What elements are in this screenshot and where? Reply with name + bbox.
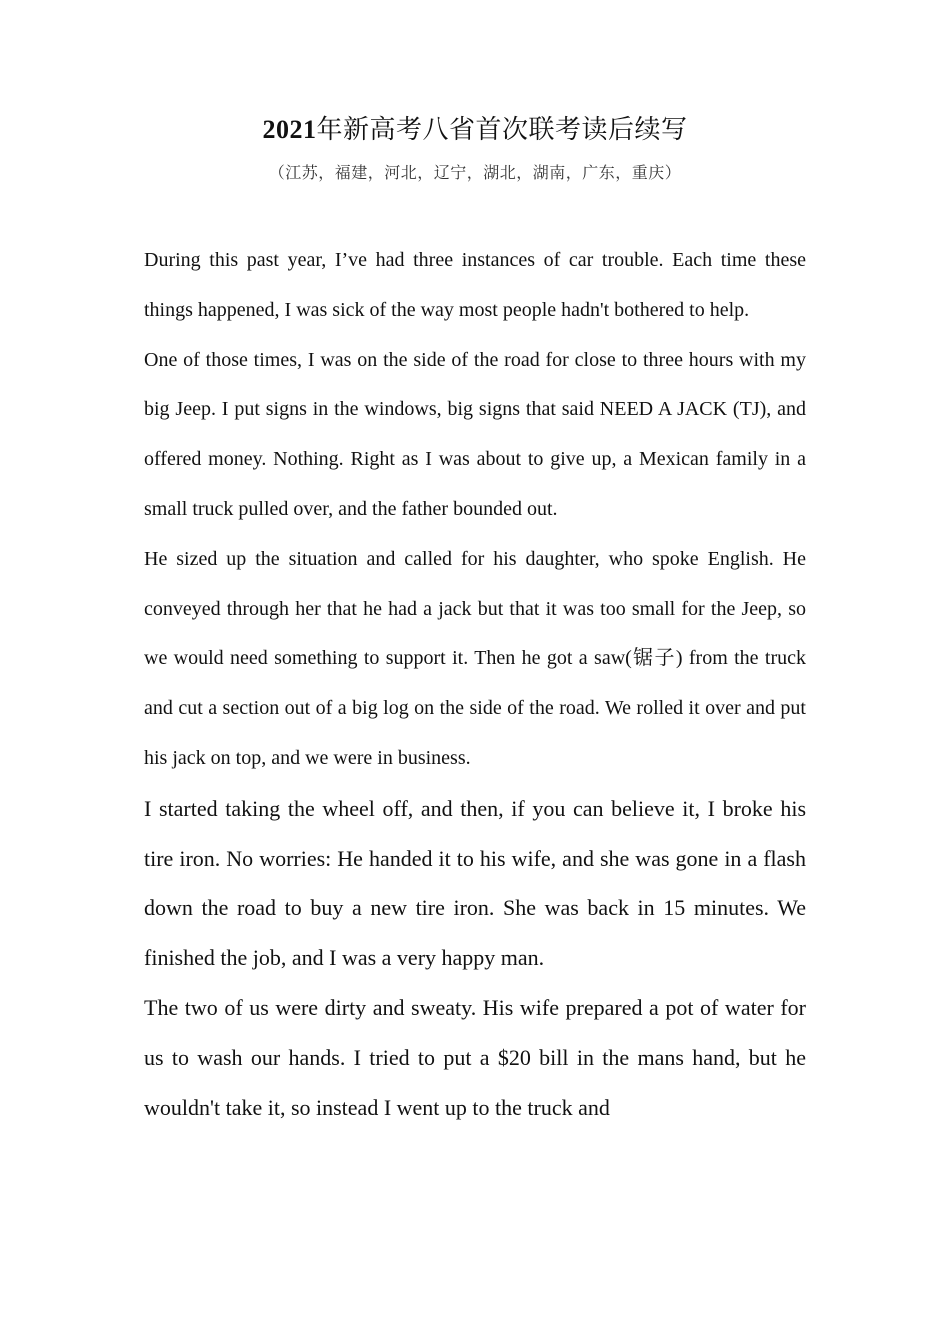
paragraph-1: During this past year, I’ve had three instances of car trouble. Each time these things happened, I was sick of the way most people hadn't bothered to help. <box>144 249 806 321</box>
story-body <box>144 236 806 1132</box>
paragraph-5: The two of us were dirty and sweaty. His wife prepared a pot of water for us to wash our hands. I tried to put a $20 bill in the mans hand, but he wouldn't take it, so instead I went up to the truck and <box>144 994 806 1120</box>
paragraph-2: One of those times, I was on the side of the road for close to three hours with my big Jeep. I put signs in the windows, big signs that said NEED A JACK (TJ), and offered money. Nothing. Right as I was about to give up, a Mexican family in a small truck pulled over, and the father bounded out. <box>144 348 806 520</box>
title-year: 2021 <box>262 115 317 144</box>
page-title <box>0 112 950 148</box>
page-subtitle: （江苏，福建，河北，辽宁，湖北，湖南，广东，重庆） <box>268 165 682 182</box>
paragraph-3: He sized up the situation and called for his daughter, who spoke English. He conveyed through her that he had a jack but that it was too small for the Jeep, so we would need something to support it. Then he got a saw(锯子) from the truck and cut a section out of a big log on the side of the road. We rolled it over and put his jack on top, and we were in business. <box>144 547 806 769</box>
paragraph-4: I started taking the wheel off, and then, if you can believe it, I broke his tire iron. No worries: He handed it to his wife, and she was gone in a flash down the road to buy a new tire iron. She was back in 15 minutes. We finished the job, and I was a very happy man. <box>144 795 806 971</box>
title-text: 年新高考八省首次联考读后续写 <box>316 115 688 144</box>
